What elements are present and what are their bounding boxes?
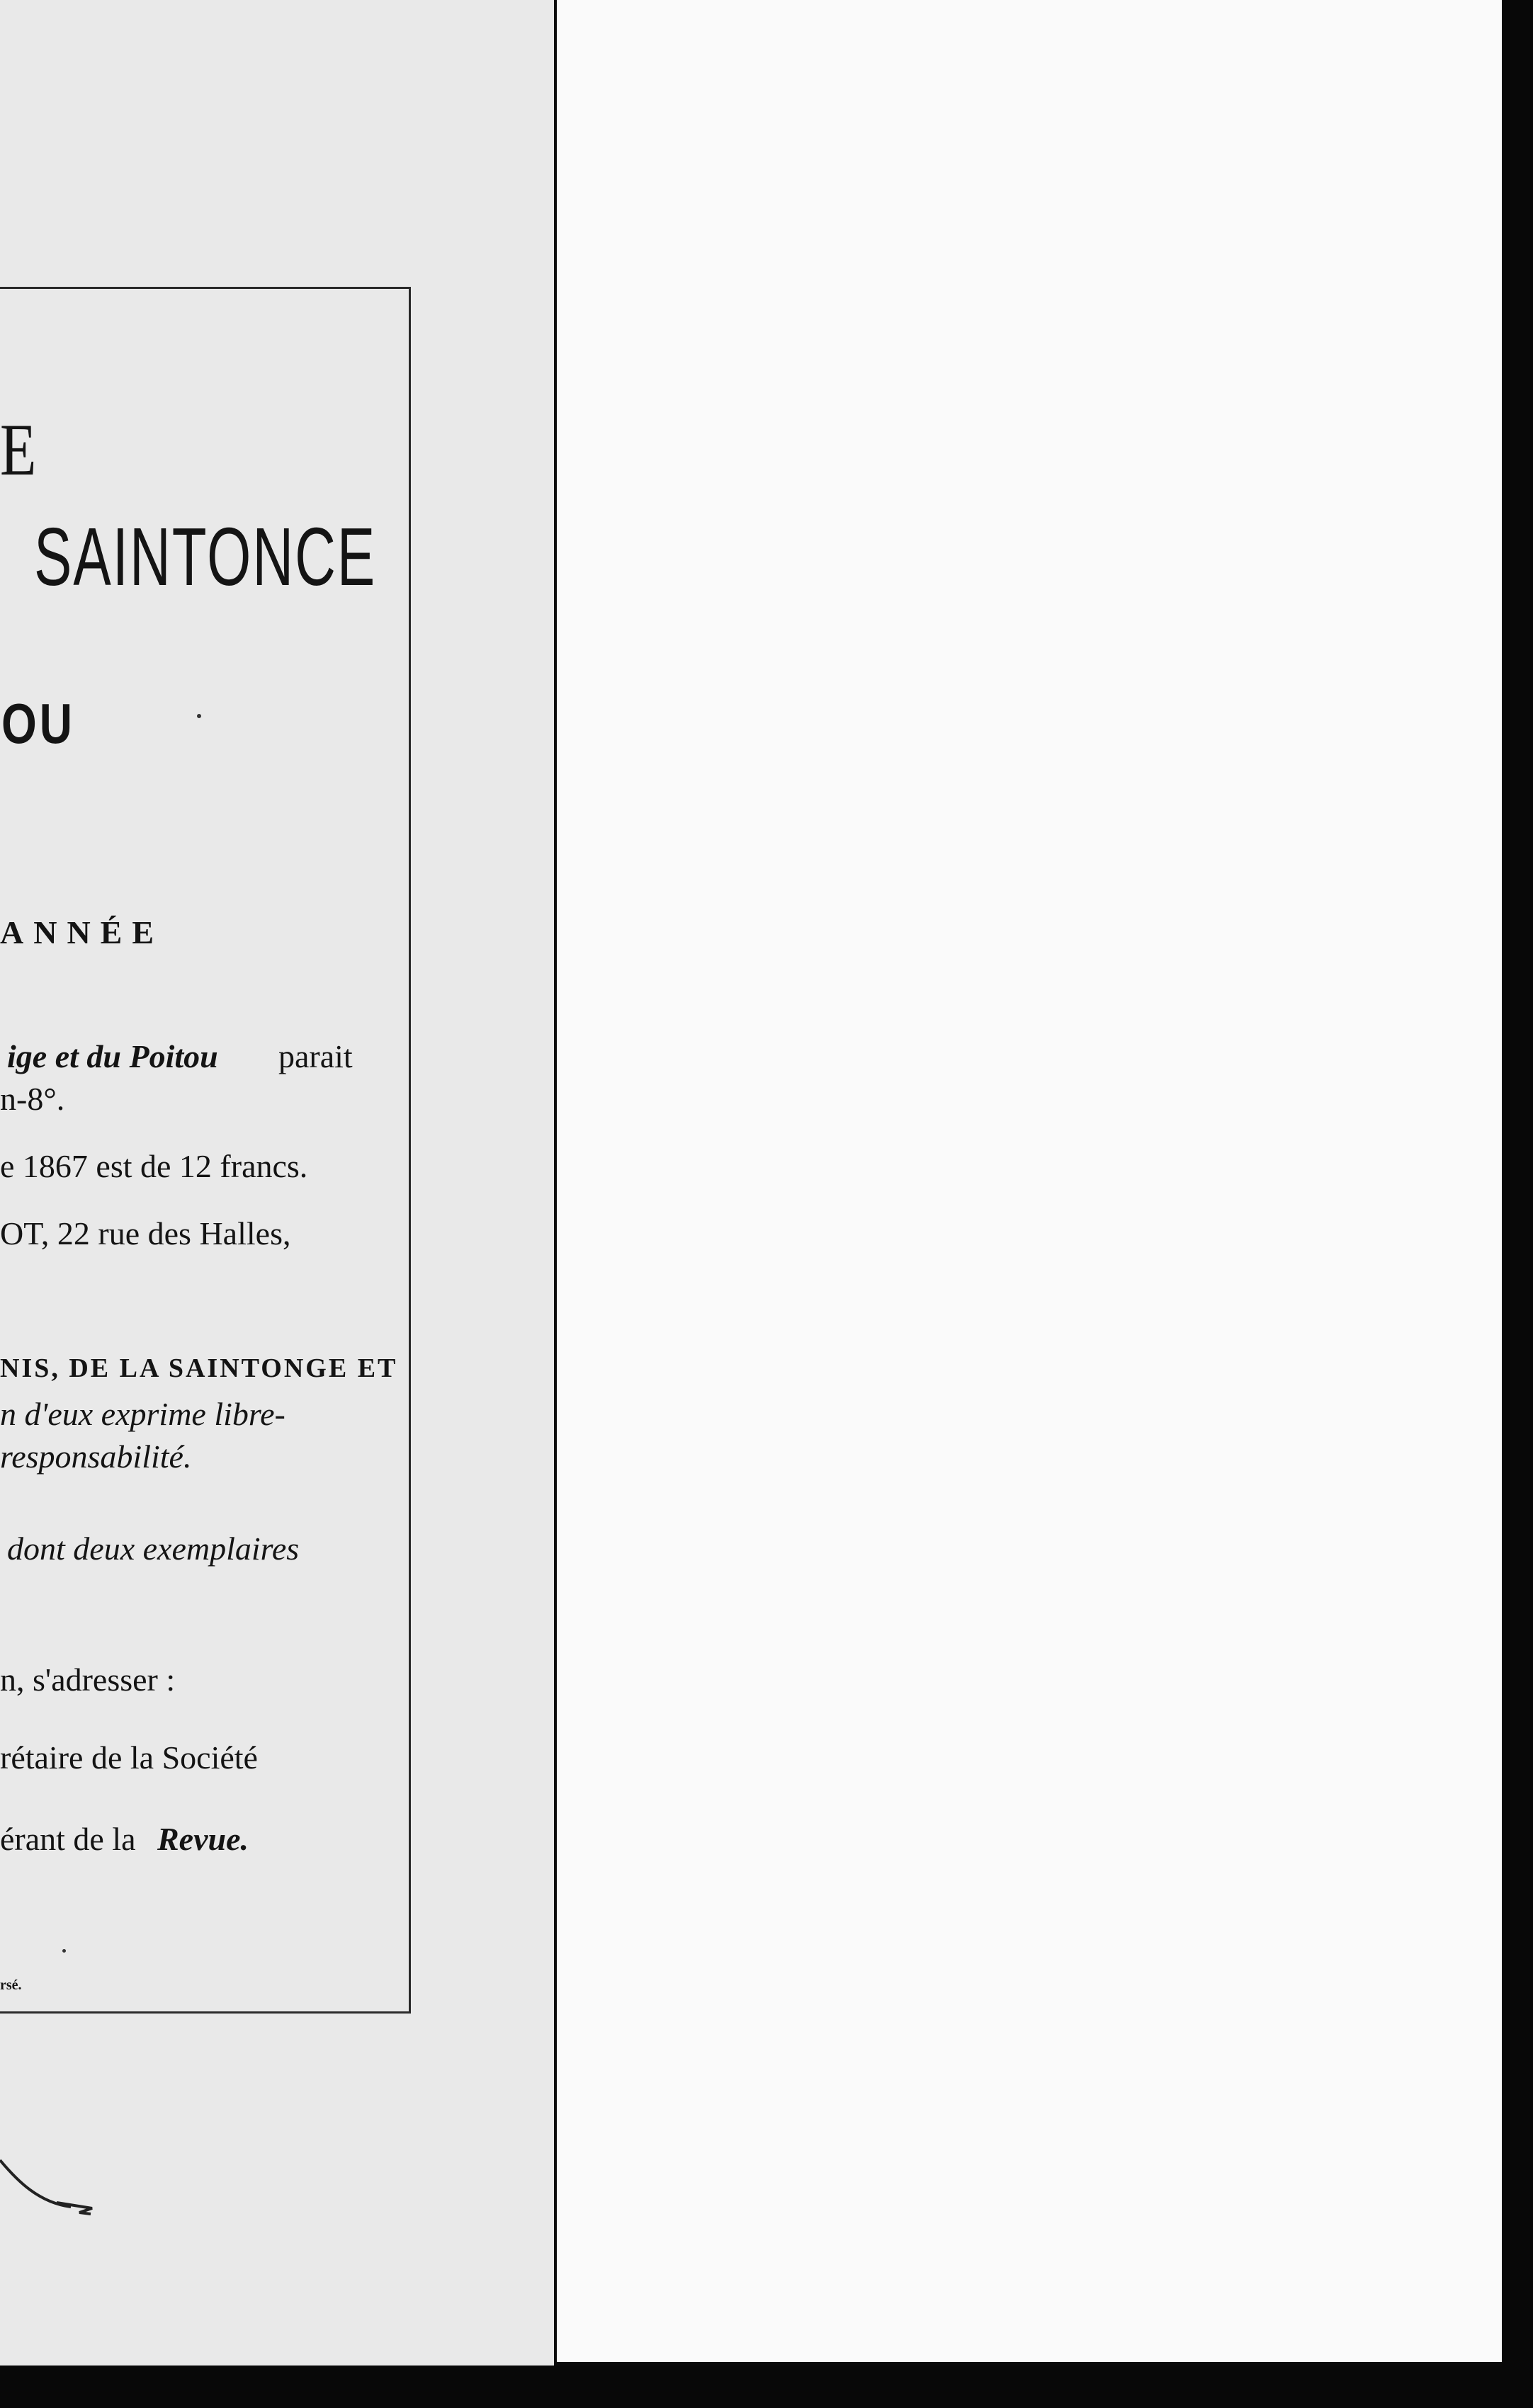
left-page <box>0 0 554 2366</box>
pen-scribble <box>0 2153 113 2217</box>
footer-fragment: rsé. <box>0 1977 22 1993</box>
line-journal-title: ige et du Poitou <box>7 1038 218 1074</box>
line-revue: Revue. <box>157 1821 249 1857</box>
line-address: OT, 22 rue des Halles, <box>0 1215 291 1251</box>
title-fragment: SAINTONCE <box>34 511 377 603</box>
scan-border-bottom <box>0 2366 1533 2408</box>
year-line: ANNÉE <box>0 914 164 950</box>
subtitle-fragment: OU <box>1 691 75 756</box>
line-opinion: n d'eux exprime libre- <box>0 1396 285 1432</box>
ink-speck <box>197 714 201 718</box>
header-fragment: E <box>0 409 40 492</box>
line-secretary: rétaire de la Société <box>0 1739 258 1776</box>
line-copies: dont deux exemplaires <box>7 1530 300 1567</box>
line-manager: érant de la <box>0 1821 136 1857</box>
line-price: e 1867 est de 12 francs. <box>0 1148 308 1184</box>
line-responsability: responsabilité. <box>0 1438 192 1475</box>
scan-border-right <box>1502 0 1533 2408</box>
line-parait: parait <box>278 1038 353 1074</box>
line-format: n-8°. <box>0 1081 65 1117</box>
ink-speck <box>62 1949 66 1953</box>
line-contact: n, s'adresser : <box>0 1662 176 1698</box>
line-society: NIS, DE LA SAINTONGE ET <box>0 1353 398 1383</box>
right-page-blank <box>557 0 1505 2362</box>
